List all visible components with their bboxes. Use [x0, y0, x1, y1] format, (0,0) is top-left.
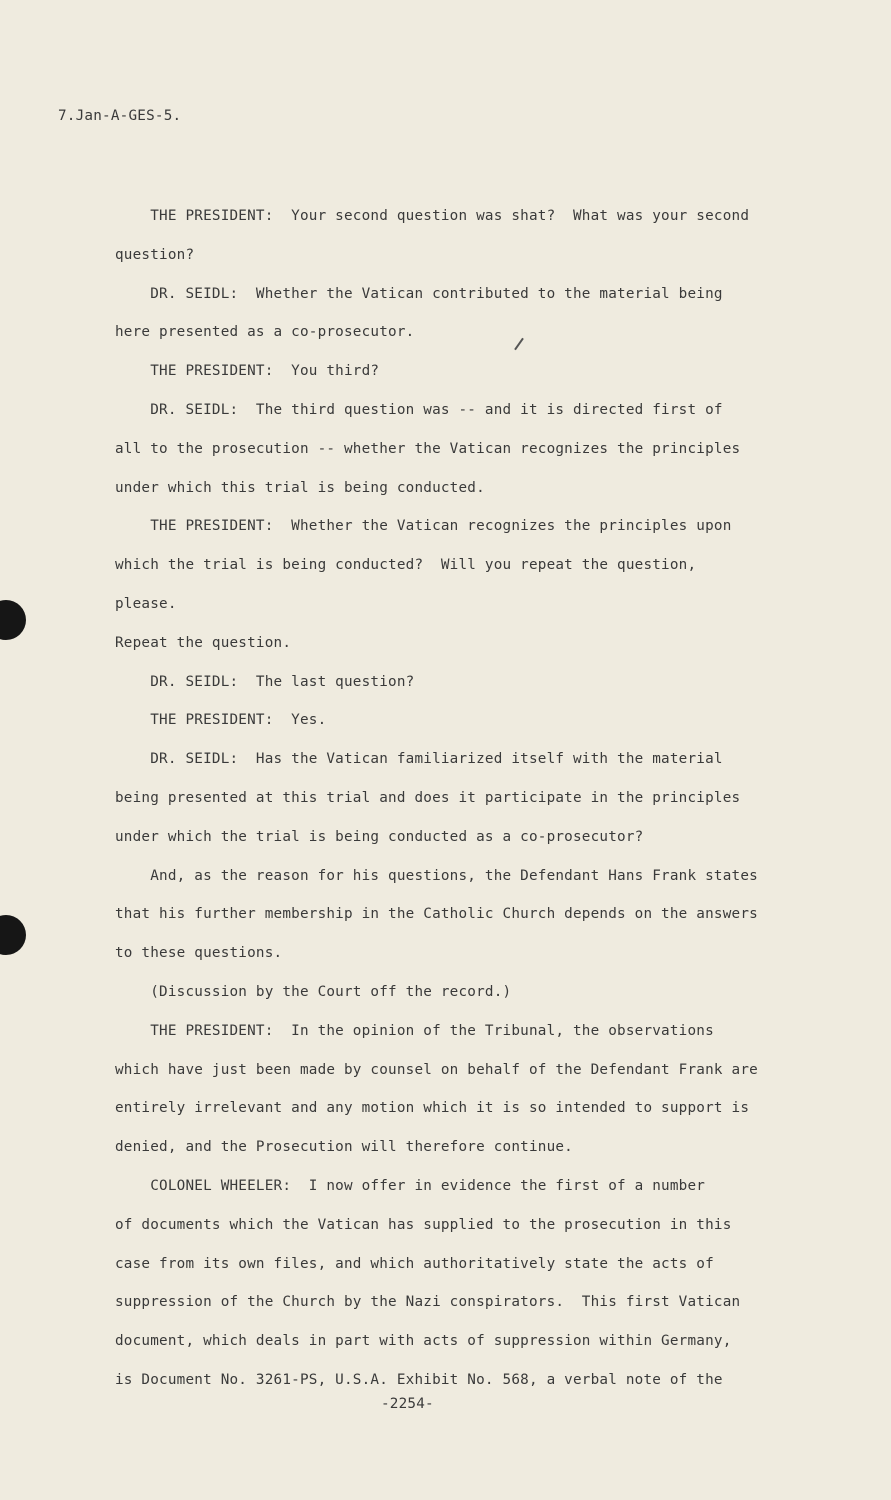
binder-hole-top	[0, 600, 26, 640]
transcript-line: DR. SEIDL: The third question was -- and it is directed first of	[115, 402, 723, 418]
transcript-line: COLONEL WHEELER: I now offer in evidence the first of a number	[115, 1178, 706, 1194]
transcript-line: of documents which the Vatican has supplied to the prosecution in this	[115, 1216, 732, 1233]
transcript-line: is Document No. 3261-PS, U.S.A. Exhibit No. 568, a verbal note of the	[115, 1372, 723, 1388]
transcript-line: please.	[115, 596, 177, 612]
transcript-line: And, as the reason for his questions, the Defendant Hans Frank states	[115, 867, 758, 884]
transcript-line: being presented at this trial and does it participate in the principles	[115, 790, 741, 806]
transcript-line: THE PRESIDENT: You third?	[115, 363, 380, 380]
binder-hole-bottom	[0, 915, 26, 955]
page-number: -2254-	[381, 1396, 434, 1412]
transcript-line: THE PRESIDENT: Yes.	[115, 712, 327, 729]
transcript-body	[115, 205, 758, 1388]
document-code: 7.Jan-A-GES-5.	[58, 108, 182, 124]
transcript-line: to these questions.	[115, 945, 283, 962]
transcript-line: case from its own files, and which authoritatively state the acts of	[115, 1255, 714, 1272]
transcript-line: that his further membership in the Catholic Church depends on the answers	[115, 906, 758, 923]
transcript-line: THE PRESIDENT: Whether the Vatican recognizes the principles upon	[115, 518, 732, 535]
transcript-line: which have just been made by counsel on behalf of the Defendant Frank are	[115, 1061, 758, 1078]
transcript-line: question?	[115, 246, 195, 263]
transcript-line: which the trial is being conducted? Will you repeat the question,	[115, 557, 697, 574]
transcript-line: denied, and the Prosecution will therefore continue.	[115, 1139, 573, 1156]
transcript-line: Repeat the question.	[115, 634, 292, 651]
transcript-line: under which the trial is being conducted as a co-prosecutor?	[115, 828, 644, 845]
pencil-mark	[514, 338, 524, 351]
transcript-line: all to the prosecution -- whether the Vatican recognizes the principles	[115, 440, 741, 457]
transcript-line: THE PRESIDENT: Your second question was shat? What was your second	[115, 208, 750, 224]
transcript-line: (Discussion by the Court off the record.)	[115, 984, 512, 1000]
transcript-line: under which this trial is being conducted.	[115, 479, 485, 496]
transcript-line: document, which deals in part with acts of suppression within Germany,	[115, 1333, 732, 1350]
transcript-line: suppression of the Church by the Nazi conspirators. This first Vatican	[115, 1294, 741, 1311]
transcript-line: DR. SEIDL: Has the Vatican familiarized itself with the material	[115, 751, 723, 768]
transcript-line: entirely irrelevant and any motion which it is so intended to support is	[115, 1100, 750, 1117]
transcript-line: THE PRESIDENT: In the opinion of the Tribunal, the observations	[115, 1022, 714, 1039]
transcript-line: here presented as a co-prosecutor.	[115, 324, 415, 341]
transcript-line: DR. SEIDL: Whether the Vatican contributed to the material being	[115, 285, 723, 302]
transcript-line: DR. SEIDL: The last question?	[115, 673, 415, 690]
